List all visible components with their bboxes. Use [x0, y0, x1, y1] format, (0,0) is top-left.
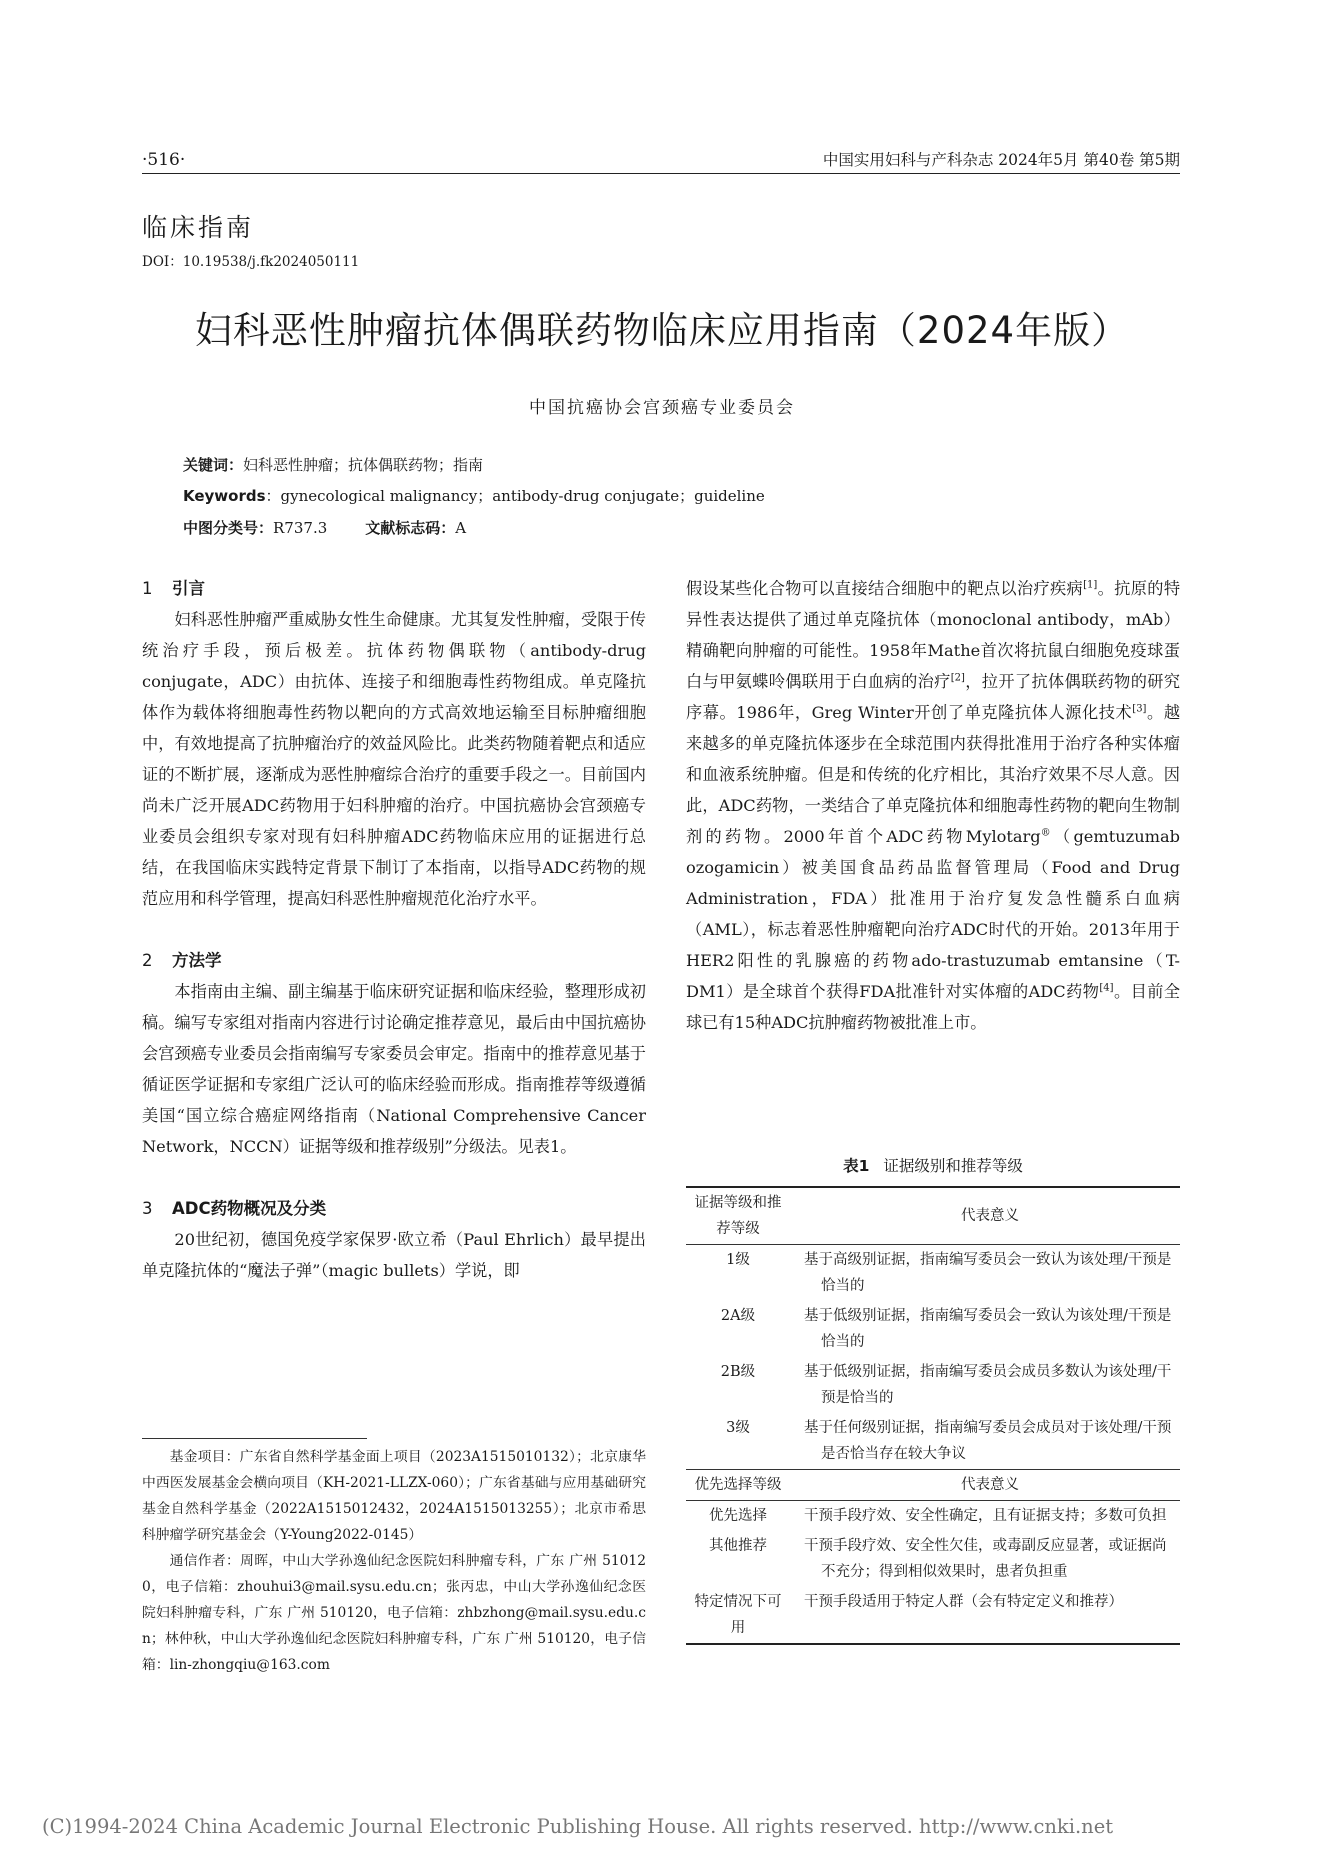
- section-1-title: 引言: [172, 579, 205, 598]
- table-cell-text: 基于高级别证据，指南编写委员会一致认为该处理/干预是恰当的: [804, 1252, 1172, 1294]
- copyright-footer: (C)1994-2024 China Academic Journal Electronic Publishing House. All rights reserved. http://www.cnki.net: [42, 1815, 1114, 1838]
- table-cell-meaning: [790, 1357, 1180, 1413]
- keywords-cn-label: 关键词：: [183, 456, 244, 474]
- section-2-title: 方法学: [172, 951, 222, 970]
- section-3-title: ADC药物概况及分类: [172, 1199, 327, 1218]
- table-1-caption: [686, 1154, 1180, 1176]
- table-row: [686, 1301, 1180, 1357]
- table-cell-text: 干预手段适用于特定人群（会有特定定义和推荐）: [804, 1594, 1123, 1610]
- author-line: 中国抗癌协会宫颈癌专业委员会: [529, 398, 795, 418]
- section-1-number: 1: [142, 579, 153, 598]
- journal-header: 中国实用妇科与产科杂志 2024年5月 第40卷 第5期: [822, 151, 1180, 169]
- article-title: 妇科恶性肿瘤抗体偶联药物临床应用指南（2024年版）: [194, 309, 1130, 352]
- table-cell-meaning: [790, 1413, 1180, 1470]
- table-cell-level: 2A级: [720, 1308, 756, 1324]
- table-cell-level: 其他推荐: [709, 1538, 767, 1554]
- footnote-rule: [142, 1438, 367, 1439]
- section-2-paragraph: 本指南由主编、副主编基于临床研究证据和临床经验，整理形成初稿。编写专家组对指南内容进行讨论确定推荐意见，最后由中国抗癌协会宫颈癌专业委员会指南编写专家委员会审定。指南中的推荐意见基于循证医学证据和专家组广泛认可的临床经验而形成。指南推荐等级遵循美国“国立综合癌症网络指南（National Comprehensive Cancer Network，NCCN）证据等级和推荐级别”分级法。见表1。: [142, 982, 646, 1156]
- table-cell-meaning: [790, 1301, 1180, 1357]
- section-2-number: 2: [142, 951, 153, 970]
- section-1-paragraph: 妇科恶性肿瘤严重威胁女性生命健康。尤其复发性肿瘤，受限于传统治疗手段，预后极差。抗体药物偶联物（antibody-drug conjugate，ADC）由抗体、连接子和细胞毒性药物组成。单克隆抗体作为载体将细胞毒性药物以靶向的方式高效地运输至目标肿瘤细胞中，有效地提高了抗肿瘤治疗的效益风险比。此类药物随着靶点和适应证的不断扩展，逐渐成为恶性肿瘤综合治疗的重要手段之一。目前国内尚未广泛开展ADC药物用于妇科肿瘤的治疗。中国抗癌协会宫颈癌专业委员会组织专家对现有妇科肿瘤ADC药物临床应用的证据进行总结，在我国临床实践特定背景下制订了本指南，以指导ADC药物的规范应用和科学管理，提高妇科恶性肿瘤规范化治疗水平。: [142, 610, 646, 908]
- section-3-paragraph: 20世纪初，德国免疫学家保罗·欧立希（Paul Ehrlich）最早提出单克隆抗体的“魔法子弹”（magic bullets）学说，即: [142, 1230, 646, 1280]
- section-3-heading: [142, 1193, 646, 1224]
- keywords-cn: [183, 454, 483, 475]
- citation-4: [4]: [1099, 982, 1114, 994]
- text-run: 。抗原的特异性表达提供了通过单克隆抗体（monoclonal antibody，mAb）精确靶向肿瘤的可能性。1958年Mathe首次将抗鼠白细胞免疫球蛋白与甲氨蝶呤偶联用于白血病的治疗: [686, 579, 1181, 691]
- table-row: [686, 1357, 1180, 1413]
- funding-footnote: 基金项目：广东省自然科学基金面上项目（2023A1515010132）；北京康华中西医发展基金会横向项目（KH-2021-LLZX-060）；广东省基础与应用基础研究基金自然科学基金（2022A1515012432，2024A1515013255）；北京市希思科肿瘤学研究基金会（Y-Young2022-0145）: [142, 1449, 646, 1543]
- table-cell-meaning: [790, 1531, 1180, 1587]
- table-row: [686, 1501, 1180, 1532]
- table-cell-text: 基于低级别证据，指南编写委员会一致认为该处理/干预是恰当的: [804, 1308, 1172, 1350]
- table-cell-text: 基于低级别证据，指南编写委员会成员多数认为该处理/干预是恰当的: [804, 1364, 1172, 1406]
- registered-mark: ®: [1040, 827, 1051, 839]
- footnotes: [142, 1444, 646, 1678]
- text-run: ，拉开了抗体偶联药物的研究序幕。1986年，Greg Winter开创了单克隆抗体人源化技术: [686, 672, 1181, 722]
- text-run: （gemtuzumab ozogamicin）被美国食品药品监督管理局（Food and Drug Administration，FDA）批准用于治疗复发急性髓系白血病（AML），标志着恶性肿瘤靶向治疗ADC时代的开始。2013年用于HER2阳性的乳腺癌的药物ado-trastuzumab emtansine（T-DM1）是全球首个获得FDA批准针对实体瘤的ADC药物: [686, 827, 1180, 1001]
- table-cell-text: 基于任何级别证据，指南编写委员会成员对于该处理/干预是否恰当存在较大争议: [804, 1420, 1172, 1462]
- table-cell-level: 2B级: [720, 1364, 756, 1380]
- left-column: [142, 573, 646, 1286]
- table-cell-meaning: [790, 1245, 1180, 1302]
- right-column: [686, 573, 1180, 1038]
- table-cell-text: 干预手段疗效、安全性确定，且有证据支持；多数可负担: [804, 1508, 1167, 1524]
- citation-1: [1]: [1083, 579, 1098, 591]
- table-cell-meaning: [790, 1501, 1180, 1532]
- keywords-cn-value: 妇科恶性肿瘤；抗体偶联药物；指南: [243, 456, 484, 474]
- citation-3: [3]: [1132, 703, 1147, 715]
- doc-code-value: A: [455, 519, 467, 537]
- table-header-cell: 代表意义: [790, 1470, 1180, 1501]
- table-cell-meaning: [790, 1587, 1180, 1644]
- text-run: 。目前全球已有15种ADC抗肿瘤药物被批准上市。: [686, 982, 1181, 1032]
- table-row: [686, 1531, 1180, 1587]
- text-run: 假设某些化合物可以直接结合细胞中的靶点以治疗疾病: [686, 579, 1084, 598]
- table-row: [686, 1413, 1180, 1470]
- section-3-number: 3: [142, 1199, 153, 1218]
- page-number: ·516·: [142, 150, 186, 170]
- table-cell-level: 3级: [726, 1420, 750, 1436]
- section-3-continued: [686, 573, 1180, 1038]
- keywords-en-label: Keywords: [183, 487, 266, 505]
- table-1-label: 表1: [843, 1157, 870, 1175]
- doc-code-label: 文献标志码：: [365, 519, 456, 537]
- table-row: [686, 1587, 1180, 1644]
- section-1-heading: [142, 573, 646, 604]
- header-rule: [142, 173, 1180, 174]
- keywords-en: [183, 485, 765, 506]
- table-header-cell: 优先选择等级: [686, 1470, 790, 1501]
- classification-line: [183, 517, 466, 538]
- evidence-table: [686, 1186, 1180, 1645]
- correspondence-footnote: 通信作者：周晖，中山大学孙逸仙纪念医院妇科肿瘤专科，广东 广州 510120，电子信箱：zhouhui3@mail.sysu.edu.cn；张丙忠，中山大学孙逸仙纪念医院妇科肿瘤专科，广东 广州 510120，电子信箱：zhbzhong@mail.sysu.edu.cn；林仲秋，中山大学孙逸仙纪念医院妇科肿瘤专科，广东 广州 510120，电子信箱：lin-zhongqiu@163.com: [142, 1553, 646, 1673]
- clc-value: R737.3: [273, 519, 328, 537]
- table-header-cell: 代表意义: [790, 1187, 1180, 1245]
- table-cell-text: 干预手段疗效、安全性欠佳，或毒副反应显著，或证据尚不充分；得到相似效果时，患者负担重: [804, 1538, 1167, 1580]
- table-header-cell: 证据等级和推荐等级: [686, 1187, 790, 1245]
- table-header-row: [686, 1470, 1180, 1501]
- section-2-heading: [142, 945, 646, 976]
- section-label: 临床指南: [142, 213, 255, 242]
- table-header-row: [686, 1187, 1180, 1245]
- text-run: 。越来越多的单克隆抗体逐步在全球范围内获得批准用于治疗各种实体瘤和血液系统肿瘤。但是和传统的化疗相比，其治疗效果不尽人意。因此，ADC药物，一类结合了单克隆抗体和细胞毒性药物的靶向生物制剂的药物。2000年首个ADC药物Mylotarg: [686, 703, 1181, 846]
- citation-2: [2]: [950, 672, 965, 684]
- clc-label: 中图分类号：: [183, 519, 274, 537]
- table-row: [686, 1245, 1180, 1302]
- table-cell-level: 特定情况下可用: [686, 1587, 790, 1644]
- keywords-en-value: ：gynecological malignancy；antibody-drug conjugate；guideline: [265, 487, 765, 505]
- table-cell-level: 1级: [726, 1252, 750, 1268]
- table-cell-level: 优先选择: [709, 1508, 767, 1524]
- doi: DOI：10.19538/j.fk2024050111: [142, 254, 360, 270]
- table-1-title: 证据级别和推荐等级: [883, 1157, 1023, 1175]
